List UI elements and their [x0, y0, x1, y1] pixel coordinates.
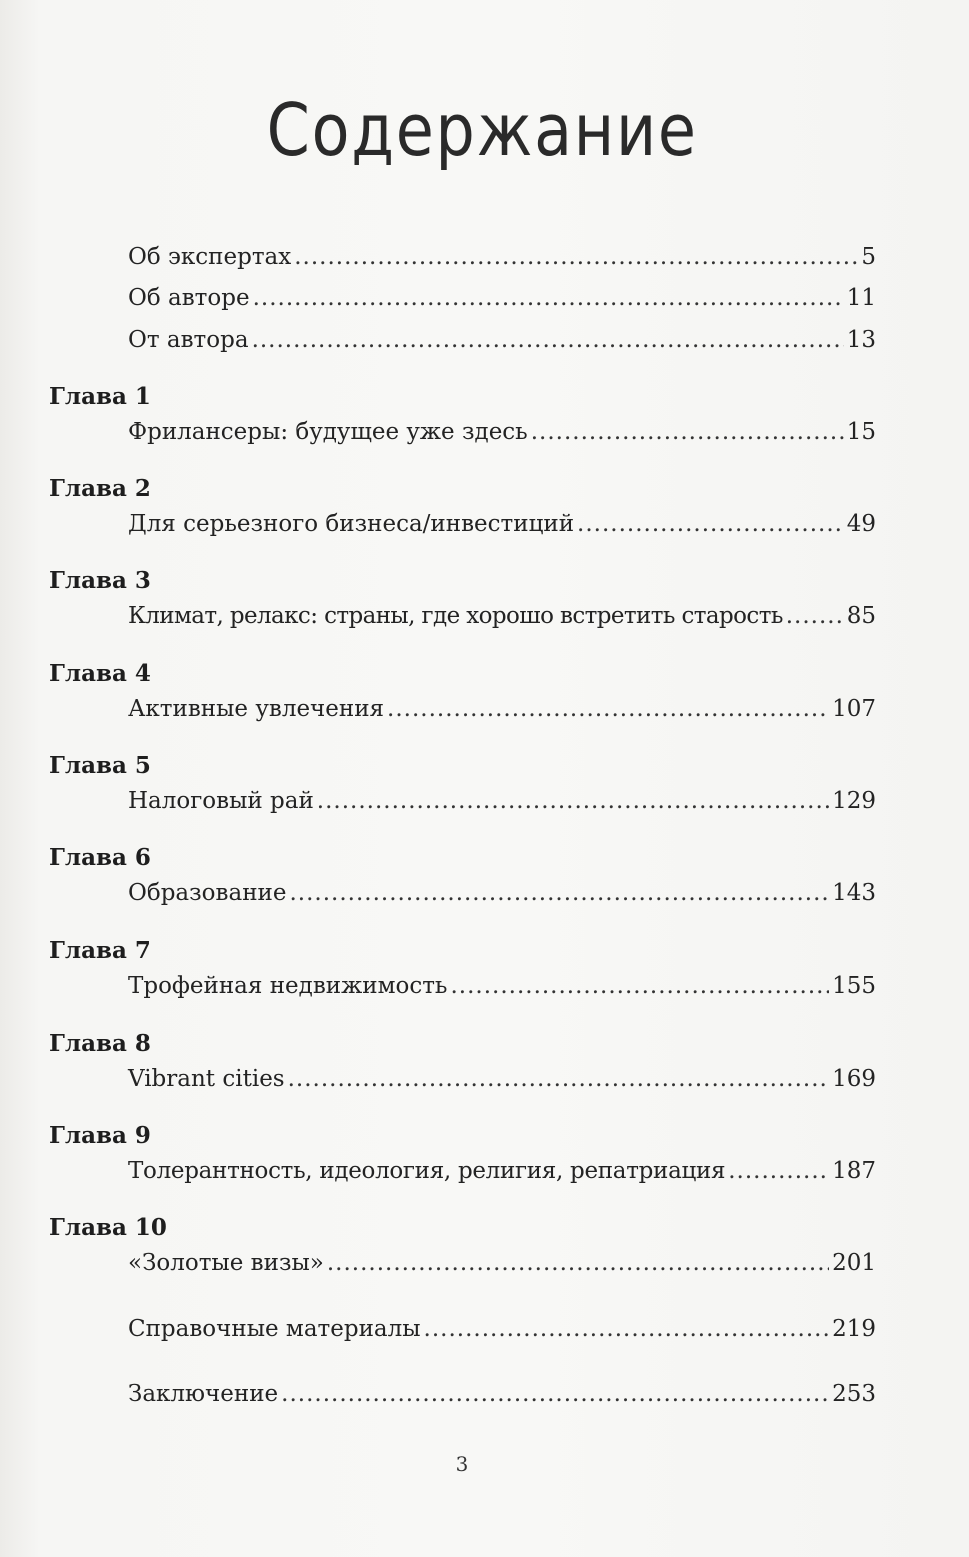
dot-leader — [317, 786, 829, 816]
chapter-label: Глава 2 — [49, 475, 151, 502]
chapter-label: Глава 1 — [49, 383, 151, 410]
chapter-label: Глава 10 — [49, 1214, 167, 1241]
page-number: 3 — [455, 1452, 469, 1476]
toc-entry-title: Фрилансеры: будущее уже здесь — [128, 419, 528, 445]
toc-entry-page: 253 — [832, 1381, 876, 1407]
toc-entry[interactable] — [128, 242, 876, 272]
toc-entry-page: 187 — [832, 1158, 876, 1184]
toc-entry[interactable] — [128, 1064, 876, 1094]
toc-entry-page: 169 — [832, 1066, 876, 1092]
page-title: Содержание — [266, 88, 698, 172]
toc-entry-page: 49 — [846, 511, 876, 537]
toc-entry-title: Трофейная недвижимость — [128, 973, 448, 999]
toc-entry[interactable] — [128, 1379, 876, 1409]
dot-leader — [253, 283, 844, 313]
dot-leader — [728, 1156, 829, 1186]
toc-entry-page: 5 — [861, 244, 876, 270]
toc-entry-page: 107 — [832, 696, 876, 722]
toc-entry-page: 85 — [846, 603, 876, 629]
toc-entry[interactable] — [128, 283, 876, 313]
toc-entry-page: 11 — [846, 285, 876, 311]
toc-entry[interactable] — [128, 325, 876, 355]
toc-entry[interactable] — [128, 1314, 876, 1344]
chapter-label: Глава 3 — [49, 567, 151, 594]
toc-entry-page: 219 — [832, 1316, 876, 1342]
toc-entry-title: Для серьезного бизнеса/инвестиций — [128, 511, 575, 537]
dot-leader — [281, 1379, 829, 1409]
toc-entry[interactable] — [128, 694, 876, 724]
toc-entry-title: Vibrant cities — [128, 1066, 285, 1092]
toc-entry[interactable] — [128, 786, 876, 816]
dot-leader — [577, 509, 844, 539]
toc-entry-page: 143 — [832, 880, 876, 906]
toc-entry-page: 15 — [846, 419, 876, 445]
toc-entry[interactable] — [128, 1156, 876, 1186]
toc-entry[interactable] — [128, 971, 876, 1001]
chapter-label: Глава 4 — [49, 660, 151, 687]
toc-entry-title: От автора — [128, 327, 249, 353]
dot-leader — [387, 694, 829, 724]
dot-leader — [450, 971, 829, 1001]
toc-entry[interactable] — [128, 509, 876, 539]
toc-entry-page: 13 — [846, 327, 876, 353]
chapter-label: Глава 9 — [49, 1122, 151, 1149]
toc-entry-title: Толерантность, идеология, религия, репатриация — [128, 1158, 726, 1184]
toc-entry-page: 129 — [832, 788, 876, 814]
toc-entry-title: Об авторе — [128, 285, 250, 311]
toc-entry-title: «Золотые визы» — [128, 1250, 324, 1276]
toc-entry-title: Климат, релакс: страны, где хорошо встретить старость — [128, 603, 783, 629]
dot-leader — [288, 1064, 829, 1094]
toc-entry-page: 201 — [832, 1250, 876, 1276]
toc-entry[interactable] — [128, 601, 876, 631]
toc-entry-title: Заключение — [128, 1381, 279, 1407]
dot-leader — [252, 325, 844, 355]
toc-entry-title: Образование — [128, 880, 287, 906]
toc-entry-title: Активные увлечения — [128, 696, 385, 722]
toc-entry-title: Справочные материалы — [128, 1316, 421, 1342]
chapter-label: Глава 5 — [49, 752, 151, 779]
toc-entry[interactable] — [128, 417, 876, 447]
toc-entry[interactable] — [128, 1248, 876, 1278]
chapter-label: Глава 6 — [49, 844, 151, 871]
dot-leader — [294, 242, 858, 272]
toc-entry[interactable] — [128, 878, 876, 908]
dot-leader — [327, 1248, 829, 1278]
dot-leader — [786, 601, 844, 631]
chapter-label: Глава 8 — [49, 1030, 151, 1057]
toc-entry-page: 155 — [832, 973, 876, 999]
toc-entry-title: Налоговый рай — [128, 788, 314, 814]
toc-entry-title: Об экспертах — [128, 244, 292, 270]
dot-leader — [531, 417, 844, 447]
dot-leader — [289, 878, 829, 908]
dot-leader — [424, 1314, 830, 1344]
chapter-label: Глава 7 — [49, 937, 151, 964]
